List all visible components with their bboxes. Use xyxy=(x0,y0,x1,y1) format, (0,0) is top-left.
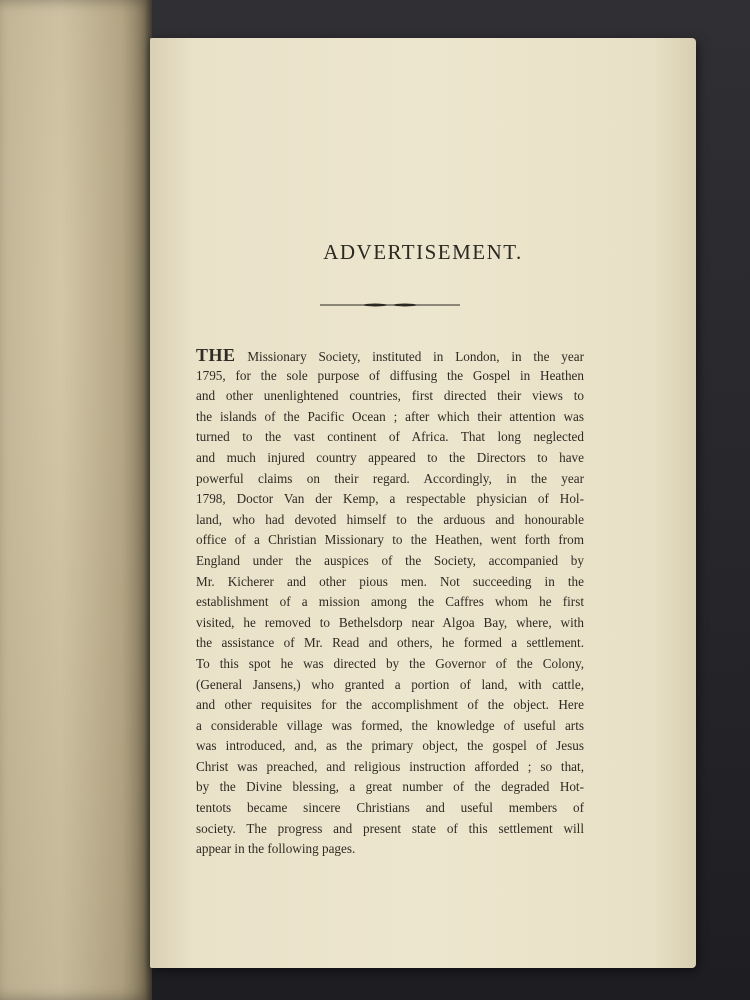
paragraph-line: tentots became sincere Christians and useful members of xyxy=(196,800,584,816)
ornamental-rule xyxy=(320,302,460,308)
paragraph-line: THE Missionary Society, instituted in London, in the year xyxy=(196,345,584,365)
paragraph-line: 1798, Doctor Van der Kemp, a respectable physician of Hol- xyxy=(196,491,584,507)
paragraph-line: the assistance of Mr. Read and others, he formed a settlement. xyxy=(196,635,584,651)
paragraph-line: and other unenlightened countries, first directed their views to xyxy=(196,388,584,404)
paragraph-line: was introduced, and, as the primary object, the gospel of Jesus xyxy=(196,738,584,754)
paragraph-line: and much injured country appeared to the Directors to have xyxy=(196,449,584,465)
page-heading: ADVERTISEMENT. xyxy=(323,240,523,264)
paragraph-line: powerful claims on their regard. Accordingly, in the year xyxy=(196,470,584,486)
paragraph-line: and other requisites for the accomplishment of the object. Here xyxy=(196,697,584,713)
drop-cap-word: THE xyxy=(196,345,236,365)
paragraph-line: a considerable village was formed, the knowledge of useful arts xyxy=(196,717,584,733)
paragraph-line: office of a Christian Missionary to the Heathen, went forth from xyxy=(196,532,584,548)
paragraph-line: establishment of a mission among the Caffres whom he first xyxy=(196,594,584,610)
left-page xyxy=(0,0,152,1000)
paragraph-line: land, who had devoted himself to the arduous and honourable xyxy=(196,511,584,527)
paragraph-line: the islands of the Pacific Ocean ; after which their attention was xyxy=(196,408,584,424)
paragraph-line: society. The progress and present state of this settlement will xyxy=(196,820,584,836)
paragraph-line: appear in the following pages. xyxy=(196,841,356,857)
paragraph-line: visited, he removed to Bethelsdorp near Algoa Bay, where, with xyxy=(196,614,584,630)
paragraph-line: Mr. Kicherer and other pious men. Not succeeding in the xyxy=(196,573,584,589)
paragraph-line: Christ was preached, and religious instruction afforded ; so that, xyxy=(196,758,584,774)
paragraph-line: 1795, for the sole purpose of diffusing the Gospel in Heathen xyxy=(196,367,584,383)
paragraph-line: England under the auspices of the Society, accompanied by xyxy=(196,552,584,568)
right-page xyxy=(150,38,696,968)
paragraph-line: by the Divine blessing, a great number of the degraded Hot- xyxy=(196,779,584,795)
paragraph-line: (General Jansens,) who granted a portion of land, with cattle, xyxy=(196,676,584,692)
paragraph-line: turned to the vast continent of Africa. That long neglected xyxy=(196,429,584,445)
paragraph-line: To this spot he was directed by the Governor of the Colony, xyxy=(196,655,584,671)
advertisement-paragraph xyxy=(196,345,584,860)
